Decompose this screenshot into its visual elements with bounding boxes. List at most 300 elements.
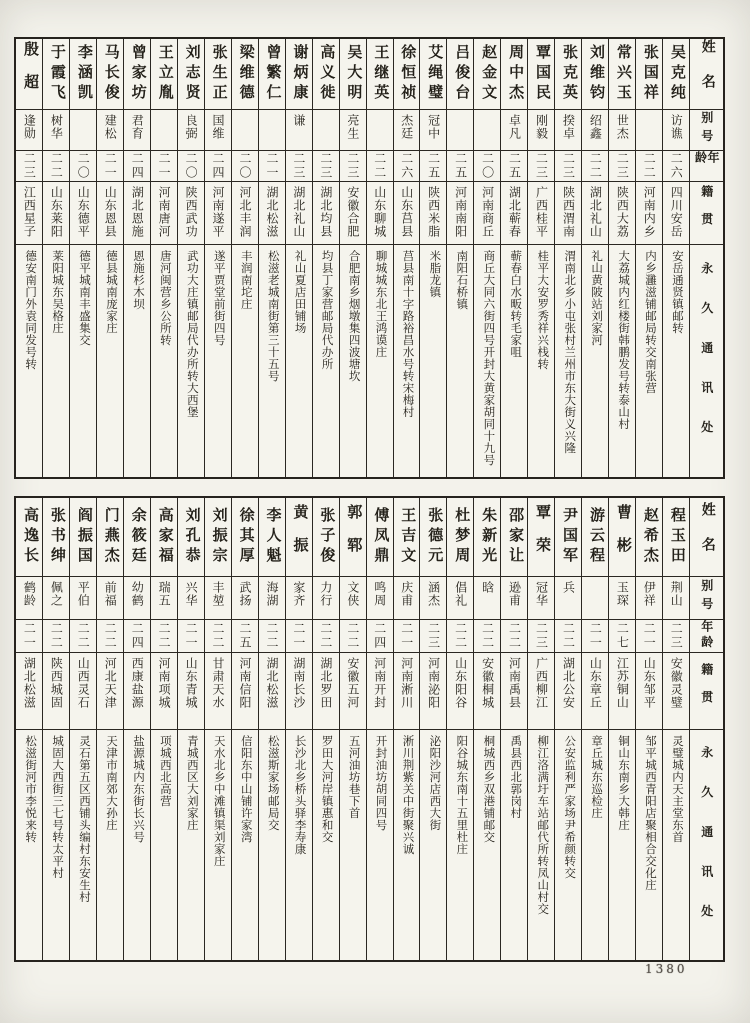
person-alias-cell (232, 576, 258, 619)
person-name: 郭郓 (345, 504, 362, 570)
person-native-cell (340, 652, 366, 729)
person-address: 礼山黄陂站刘家河 (590, 250, 603, 346)
person-native-cell (420, 652, 446, 729)
person-column (312, 498, 339, 960)
person-name: 朱新光 (480, 507, 497, 567)
person-age-cell (367, 150, 393, 181)
person-address: 铜山东南乡大韩庄 (617, 735, 630, 831)
person-alias-cell (447, 576, 473, 619)
person-native: 河南开封 (372, 657, 387, 709)
person-native: 陕西武功 (184, 186, 199, 238)
person-alias: 玉琛 (615, 581, 630, 607)
person-name-cell (367, 498, 393, 576)
person-native-cell (528, 181, 554, 244)
person-address: 公安监利严家场尹希颜转交 (563, 735, 576, 879)
person-native: 河南禹县 (507, 657, 522, 709)
person-alias: 荆山 (669, 581, 684, 607)
person-native-cell (97, 652, 123, 729)
person-address: 大荔城内红楼街韩鹏发号转泰山村 (617, 250, 630, 430)
person-alias: 揆卓 (561, 114, 576, 140)
person-alias-cell (394, 576, 420, 619)
person-address: 丰润南坨庄 (239, 250, 252, 310)
person-address: 长沙北乡桥头驿李寿康 (293, 735, 306, 855)
person-age: 二〇 (76, 152, 91, 180)
person-name-cell (70, 39, 96, 109)
person-name: 李涵凯 (75, 44, 92, 104)
person-native: 安徽合肥 (345, 186, 360, 238)
person-alias: 杰廷 (399, 114, 414, 140)
person-alias-cell (609, 576, 635, 619)
person-native: 山东聊城 (372, 186, 387, 238)
person-column (69, 498, 96, 960)
person-alias: 丰堃 (211, 581, 226, 607)
person-name: 张子俊 (318, 507, 335, 567)
person-name: 高义徙 (318, 44, 335, 104)
person-native-cell (178, 652, 204, 729)
person-alias: 访谯 (669, 114, 684, 140)
person-alias-cell (43, 109, 69, 150)
person-alias-cell (97, 576, 123, 619)
person-alias-cell (205, 576, 231, 619)
person-alias-cell (178, 109, 204, 150)
header-address-cell (690, 244, 723, 477)
person-age-cell (636, 150, 662, 181)
person-name-cell (447, 498, 473, 576)
person-age-cell (636, 619, 662, 652)
person-address-cell (16, 244, 42, 477)
person-address: 桂平大安罗秀祥兴栈转 (536, 250, 549, 370)
person-name-cell (663, 39, 689, 109)
header-name: 姓名 (699, 502, 715, 572)
person-address-cell (420, 244, 446, 477)
person-column (500, 498, 527, 960)
person-native: 河南遂平 (211, 186, 226, 238)
person-native: 湖南长沙 (291, 657, 306, 709)
person-age: 二一 (103, 152, 118, 180)
person-age-cell (205, 619, 231, 652)
person-age: 二二 (49, 152, 64, 180)
person-age: 二五 (453, 152, 468, 180)
person-address-cell (501, 244, 527, 477)
person-alias: 谦 (291, 114, 306, 127)
header-native: 籍贯 (699, 185, 714, 241)
person-native: 山东莒县 (399, 186, 414, 238)
person-address-cell (528, 729, 554, 960)
person-column (500, 39, 527, 477)
person-name-cell (582, 39, 608, 109)
person-name-cell (286, 498, 312, 576)
person-native: 山东阳谷 (453, 657, 468, 709)
person-column (662, 498, 689, 960)
person-native-cell (259, 652, 285, 729)
person-name-cell (609, 498, 635, 576)
person-address: 淅川荆紫关中街聚兴诚 (401, 735, 414, 855)
person-alias-cell (70, 109, 96, 150)
person-address: 蕲春白水畈转毛家咀 (509, 250, 522, 358)
person-age-cell (124, 619, 150, 652)
person-native: 湖北罗田 (318, 657, 333, 709)
person-address-cell (70, 729, 96, 960)
person-alias-cell (124, 109, 150, 150)
person-alias-cell (16, 576, 42, 619)
person-name-cell (232, 39, 258, 109)
person-alias-cell (528, 576, 554, 619)
person-address: 柳江洛满圩车站邮代所转凤山村交 (536, 735, 549, 915)
person-native-cell (124, 652, 150, 729)
person-address-cell (232, 729, 258, 960)
person-native-cell (232, 181, 258, 244)
person-native-cell (663, 181, 689, 244)
person-alias-cell (259, 576, 285, 619)
person-age-cell (340, 150, 366, 181)
person-address: 内乡灉滋铺邮局转交南张营 (644, 250, 657, 394)
person-address-cell (636, 244, 662, 477)
person-alias-cell (636, 576, 662, 619)
header-address: 永久通讯处 (699, 746, 714, 944)
directory-table-bottom (14, 496, 725, 962)
person-age-cell (16, 150, 42, 181)
header-name-cell (690, 39, 723, 109)
person-address-cell (124, 729, 150, 960)
person-address-cell (178, 729, 204, 960)
person-alias: 国维 (211, 114, 226, 140)
person-address: 莒县南十字路裕昌水号转宋梅村 (401, 250, 414, 418)
header-alias-cell (690, 576, 723, 619)
header-name-cell (690, 498, 723, 576)
person-age-cell (501, 150, 527, 181)
person-age-cell (232, 619, 258, 652)
person-address: 五河油坊巷下首 (347, 735, 360, 819)
person-native-cell (636, 181, 662, 244)
person-alias: 前福 (103, 581, 118, 607)
person-native-cell (636, 652, 662, 729)
person-alias: 树华 (49, 114, 64, 140)
person-age-cell (420, 619, 446, 652)
person-age: 二二 (588, 152, 603, 180)
person-column (258, 39, 285, 477)
person-name-cell (16, 39, 42, 109)
person-age-cell (501, 619, 527, 652)
person-address-cell (97, 729, 123, 960)
person-address: 项城西北高营 (158, 735, 171, 807)
person-native: 湖北恩施 (130, 186, 145, 238)
person-native: 河北天津 (103, 657, 118, 709)
person-age: 二一 (291, 622, 306, 650)
person-name-cell (286, 39, 312, 109)
person-name-cell (232, 498, 258, 576)
person-age-cell (394, 619, 420, 652)
person-native: 陕西大荔 (615, 186, 630, 238)
person-column (446, 498, 473, 960)
person-address: 德县城南庞家庄 (104, 250, 117, 334)
person-address-cell (16, 729, 42, 960)
person-name: 王吉文 (399, 507, 416, 567)
person-alias: 亮生 (345, 114, 360, 140)
person-native: 广西桂平 (534, 186, 549, 238)
person-name-cell (555, 498, 581, 576)
person-column (419, 498, 446, 960)
person-name-cell (609, 39, 635, 109)
person-age-cell (663, 619, 689, 652)
header-native: 籍贯 (699, 663, 714, 719)
person-column (339, 498, 366, 960)
person-alias-cell (43, 576, 69, 619)
person-name-cell (313, 498, 339, 576)
person-alias-cell (636, 109, 662, 150)
person-alias: 文侠 (345, 581, 360, 607)
person-native-cell (420, 181, 446, 244)
person-name: 殷超 (21, 41, 38, 107)
person-name: 覃国民 (534, 44, 551, 104)
person-native-cell (286, 181, 312, 244)
person-native: 江西星子 (22, 186, 37, 238)
person-age: 二二 (507, 622, 522, 650)
person-column (285, 498, 312, 960)
person-address: 开封油坊胡同四号 (374, 735, 387, 831)
person-alias-cell (97, 109, 123, 150)
person-alias-cell (286, 109, 312, 150)
person-address-cell (259, 244, 285, 477)
person-address-cell (340, 244, 366, 477)
person-address-cell (151, 244, 177, 477)
person-name: 邵家让 (507, 507, 524, 567)
person-age: 二三 (318, 152, 333, 180)
person-alias-cell (313, 576, 339, 619)
person-column (366, 498, 393, 960)
person-column (177, 39, 204, 477)
person-name: 曾家坊 (129, 44, 146, 104)
person-native-cell (70, 181, 96, 244)
person-age-cell (124, 150, 150, 181)
person-age-cell (178, 619, 204, 652)
person-age-cell (609, 619, 635, 652)
person-name: 门燕杰 (102, 507, 119, 567)
person-alias-cell (16, 109, 42, 150)
person-native: 江苏铜山 (615, 657, 630, 709)
person-address: 天水北乡中滩镇渠刘家庄 (212, 735, 225, 867)
person-age: 二二 (76, 622, 91, 650)
person-alias: 绍鑫 (588, 114, 603, 140)
person-age-cell (394, 150, 420, 181)
person-column (473, 498, 500, 960)
person-age: 二一 (588, 622, 603, 650)
person-age-cell (43, 619, 69, 652)
person-address-cell (205, 729, 231, 960)
person-name: 张克英 (561, 44, 577, 104)
person-age: 二五 (238, 622, 252, 650)
person-native: 山东章丘 (588, 657, 603, 709)
person-native-cell (367, 652, 393, 729)
person-address-cell (555, 729, 581, 960)
person-age: 二一 (184, 622, 199, 650)
person-alias: 君育 (130, 114, 145, 140)
person-age-cell (97, 150, 123, 181)
person-native: 山西灵石 (76, 657, 91, 709)
person-address-cell (340, 729, 366, 960)
person-name: 余筱廷 (129, 507, 146, 567)
person-age: 二二 (318, 622, 333, 650)
person-native: 河南信阳 (238, 657, 252, 709)
person-age-cell (313, 150, 339, 181)
person-age: 二二 (264, 622, 279, 650)
person-address-cell (474, 244, 500, 477)
person-alias-cell (151, 576, 177, 619)
person-native: 安徽五河 (345, 657, 360, 709)
person-name: 程玉田 (668, 507, 685, 567)
person-alias-cell (582, 576, 608, 619)
person-column (42, 498, 69, 960)
person-address: 恩施杉木坝 (131, 250, 144, 310)
person-native-cell (43, 652, 69, 729)
person-native-cell (151, 652, 177, 729)
person-address: 城固大西街三七号转太平村 (51, 735, 64, 879)
person-name: 尹国军 (561, 507, 577, 567)
person-age-cell (609, 150, 635, 181)
person-name: 张书绅 (48, 507, 65, 567)
person-name-cell (313, 39, 339, 109)
person-name: 周中杰 (507, 44, 524, 104)
person-address-cell (232, 244, 258, 477)
person-age-cell (474, 150, 500, 181)
person-column (123, 39, 150, 477)
person-name-cell (151, 39, 177, 109)
person-column (608, 498, 635, 960)
person-alias: 涵杰 (426, 581, 441, 607)
person-column (662, 39, 689, 477)
person-alias-cell (555, 109, 581, 150)
person-alias-cell (609, 109, 635, 150)
person-alias: 倡礼 (453, 581, 468, 607)
person-alias: 武扬 (238, 581, 252, 607)
person-address: 均县丁家营邮局代办所 (320, 250, 333, 370)
person-address-cell (501, 729, 527, 960)
person-native-cell (394, 652, 420, 729)
person-name: 赵希杰 (641, 507, 658, 567)
header-native-cell (690, 652, 723, 729)
person-age-cell (447, 619, 473, 652)
person-age: 二二 (561, 622, 576, 650)
person-alias-cell (663, 109, 689, 150)
person-column (150, 39, 177, 477)
person-name-cell (582, 498, 608, 576)
person-alias: 刚毅 (534, 114, 549, 140)
person-native: 四川安岳 (669, 186, 684, 238)
person-age: 二一 (157, 152, 172, 180)
person-address-cell (447, 244, 473, 477)
person-age-cell (582, 619, 608, 652)
person-age-cell (151, 150, 177, 181)
person-name: 刘孔恭 (183, 507, 200, 567)
person-address: 禹县西北郭岗村 (509, 735, 522, 819)
header-age-cell (690, 619, 723, 652)
person-age-cell (555, 619, 581, 652)
person-name-cell (16, 498, 42, 576)
person-native-cell (528, 652, 554, 729)
person-alias-cell (555, 576, 581, 619)
person-address-cell (663, 729, 689, 960)
person-address: 德安南门外袁同发号转 (24, 250, 37, 370)
header-column (689, 498, 723, 960)
person-native: 湖北公安 (561, 657, 576, 709)
person-name-cell (124, 39, 150, 109)
header-address: 永久通讯处 (699, 262, 714, 460)
person-age-cell (447, 150, 473, 181)
person-address: 青城西区大刘家庄 (185, 735, 198, 831)
person-alias: 良弼 (184, 114, 199, 140)
person-native-cell (232, 652, 258, 729)
person-name: 于霞飞 (48, 44, 65, 104)
person-name-cell (340, 498, 366, 576)
person-age-cell (232, 150, 258, 181)
person-age: 二二 (211, 622, 226, 650)
person-name: 徐恒祯 (399, 44, 416, 104)
person-column (258, 498, 285, 960)
person-address: 唐河闽营乡公所转 (158, 250, 171, 346)
person-age-cell (367, 619, 393, 652)
person-address: 泌阳沙河店西大街 (428, 735, 441, 831)
person-name: 谢炳康 (291, 44, 308, 104)
person-alias-cell (420, 576, 446, 619)
person-alias-cell (151, 109, 177, 150)
person-name-cell (501, 39, 527, 109)
person-column (393, 498, 420, 960)
person-alias-cell (124, 576, 150, 619)
person-alias-cell (528, 109, 554, 150)
person-native: 山东青城 (184, 657, 199, 709)
person-name-cell (501, 498, 527, 576)
person-age: 二四 (372, 622, 387, 650)
person-native-cell (447, 181, 473, 244)
person-address: 天津市南郊大孙庄 (104, 735, 117, 831)
person-address-cell (43, 244, 69, 477)
person-alias: 鹤龄 (22, 581, 37, 607)
person-name-cell (97, 498, 123, 576)
person-address-cell (286, 729, 312, 960)
header-age: 年龄 (693, 151, 720, 167)
header-age: 年龄 (699, 620, 714, 652)
person-native-cell (609, 181, 635, 244)
person-address: 松滋老城南街第三十五号 (266, 250, 279, 382)
person-age-cell (16, 619, 42, 652)
person-native: 湖北蕲春 (507, 186, 522, 238)
person-alias-cell (367, 109, 393, 150)
person-column (16, 498, 42, 960)
person-column (177, 498, 204, 960)
person-alias: 平伯 (76, 581, 91, 607)
person-native: 陕西渭南 (561, 186, 576, 238)
person-name-cell (636, 498, 662, 576)
person-address: 商丘大同六街四号开封大黄家胡同十九号 (482, 250, 495, 466)
person-age: 二四 (130, 622, 145, 650)
person-column (527, 498, 554, 960)
person-native: 陕西米脂 (426, 186, 441, 238)
person-name-cell (124, 498, 150, 576)
person-column (554, 498, 581, 960)
person-name: 曹彬 (614, 504, 631, 570)
person-age-cell (555, 150, 581, 181)
person-age-cell (474, 619, 500, 652)
person-name: 张国祥 (641, 44, 658, 104)
person-native-cell (367, 181, 393, 244)
person-address-cell (447, 729, 473, 960)
person-native: 湖北礼山 (291, 186, 306, 238)
person-name-cell (151, 498, 177, 576)
person-alias: 建松 (103, 114, 118, 140)
person-name: 艾绳璧 (426, 44, 443, 104)
person-age-cell (43, 150, 69, 181)
person-column (635, 39, 662, 477)
person-alias: 力行 (318, 581, 333, 607)
